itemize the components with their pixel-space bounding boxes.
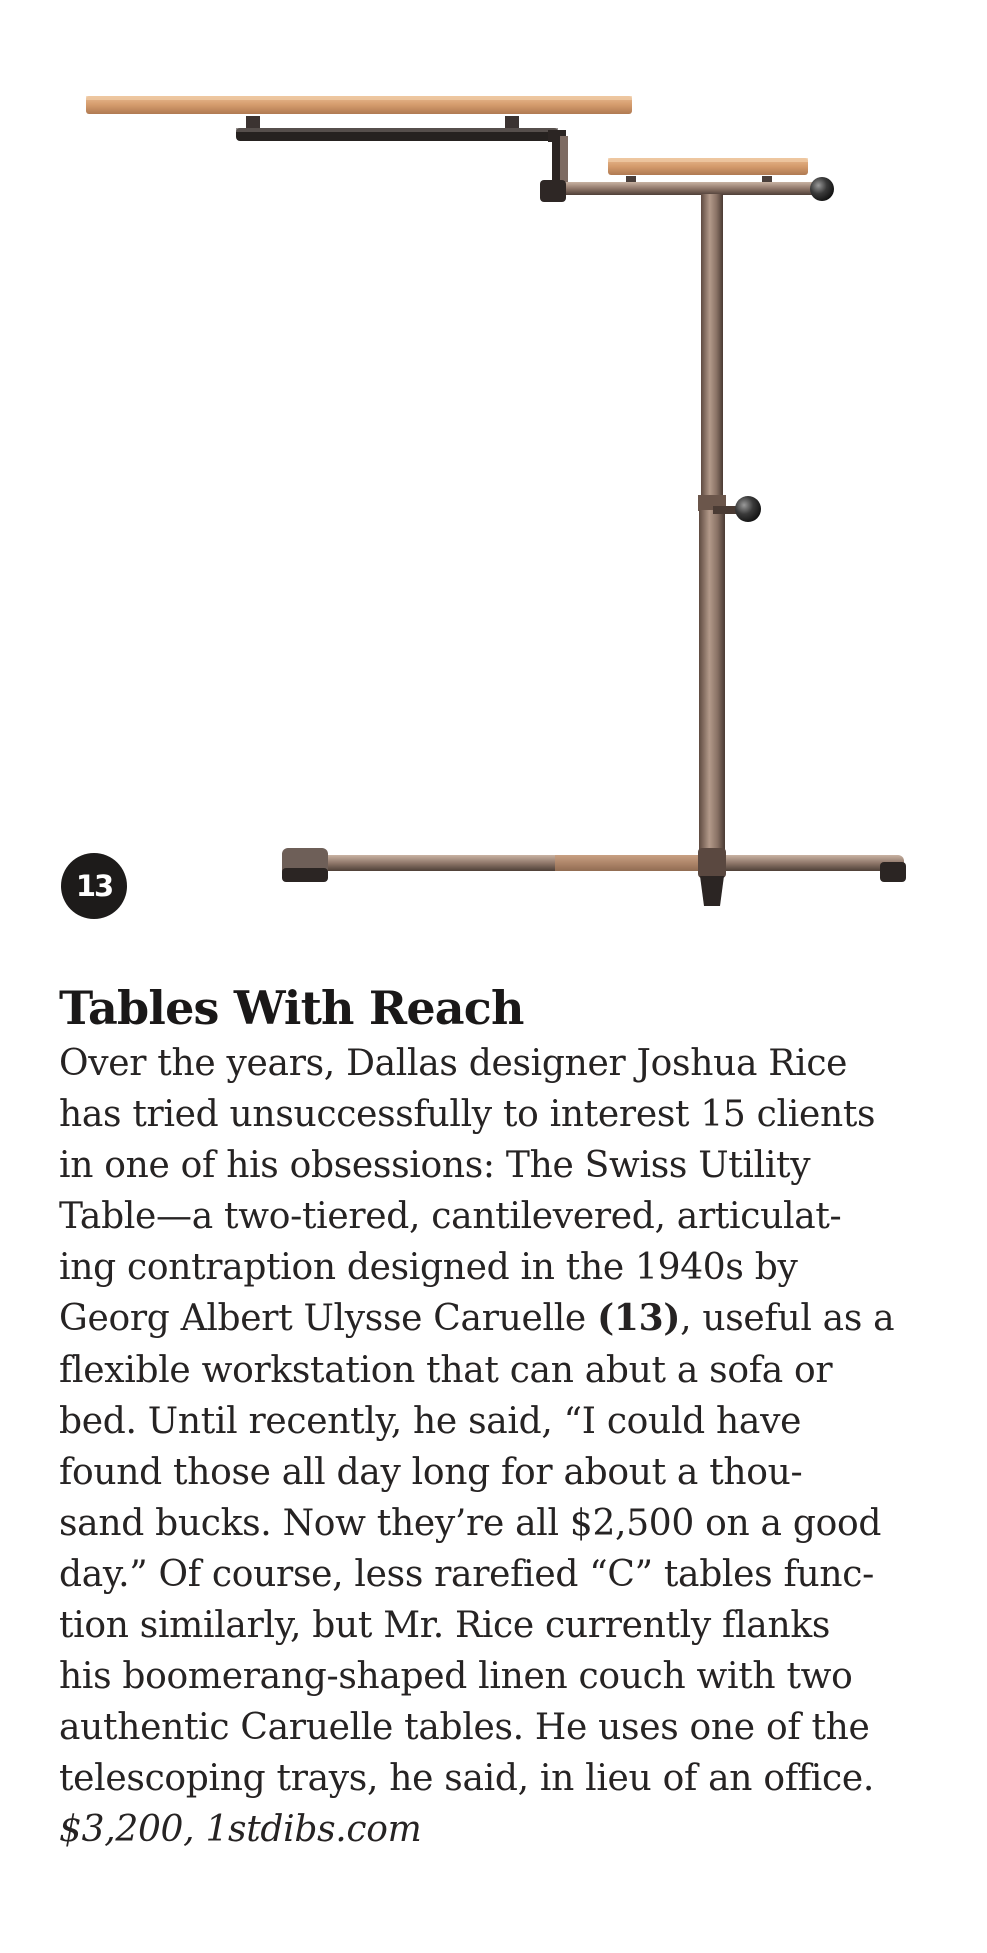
article-headline: Tables With Reach — [59, 981, 524, 1035]
body-line: has tried unsuccessfully to interest 15 clients — [59, 1094, 876, 1136]
product-photo-swiss-utility-table — [0, 0, 987, 930]
small-tray — [608, 158, 808, 186]
tray-support-bar — [540, 177, 834, 202]
article-block — [59, 978, 939, 1855]
item-number-badge: 13 — [61, 853, 127, 919]
body-line: in one of his obsessions: The Swiss Utility — [59, 1145, 811, 1187]
body-text: , useful as a — [680, 1298, 895, 1340]
body-text: Georg Albert Ulysse Caruelle — [59, 1298, 598, 1340]
body-line: sand bucks. Now they’re all $2,500 on a good — [59, 1502, 882, 1544]
body-line: found those all day long for about a thou- — [59, 1451, 803, 1493]
body-line: authentic Caruelle tables. He uses one of the — [59, 1707, 870, 1749]
body-line: his boomerang-shaped linen couch with two — [59, 1656, 853, 1698]
base-foot — [282, 848, 906, 906]
large-tray — [86, 96, 632, 130]
article-body — [59, 1038, 939, 1855]
body-line: Over the years, Dallas designer Joshua Rice — [59, 1043, 848, 1084]
body-line: flexible workstation that can abut a sofa or — [59, 1349, 833, 1391]
body-line: bed. Until recently, he said, “I could have — [59, 1400, 802, 1442]
item-reference-number: (13) — [597, 1297, 681, 1340]
body-line: ing contraption designed in the 1940s by — [59, 1247, 798, 1289]
body-line: tion similarly, but Mr. Rice currently flanks — [59, 1605, 831, 1647]
body-line-with-reference — [59, 1293, 939, 1344]
cantilever-arm — [236, 128, 568, 194]
vertical-pole — [698, 194, 761, 855]
price-and-source: $3,200, 1stdibs.com — [59, 1809, 422, 1851]
body-line: telescoping trays, he said, in lieu of an office. — [59, 1758, 874, 1800]
table-illustration — [0, 0, 987, 930]
body-line: day.” Of course, less rarefied “C” tables func- — [59, 1553, 874, 1595]
body-line: Table—a two-tiered, cantilevered, articulat- — [59, 1196, 842, 1238]
